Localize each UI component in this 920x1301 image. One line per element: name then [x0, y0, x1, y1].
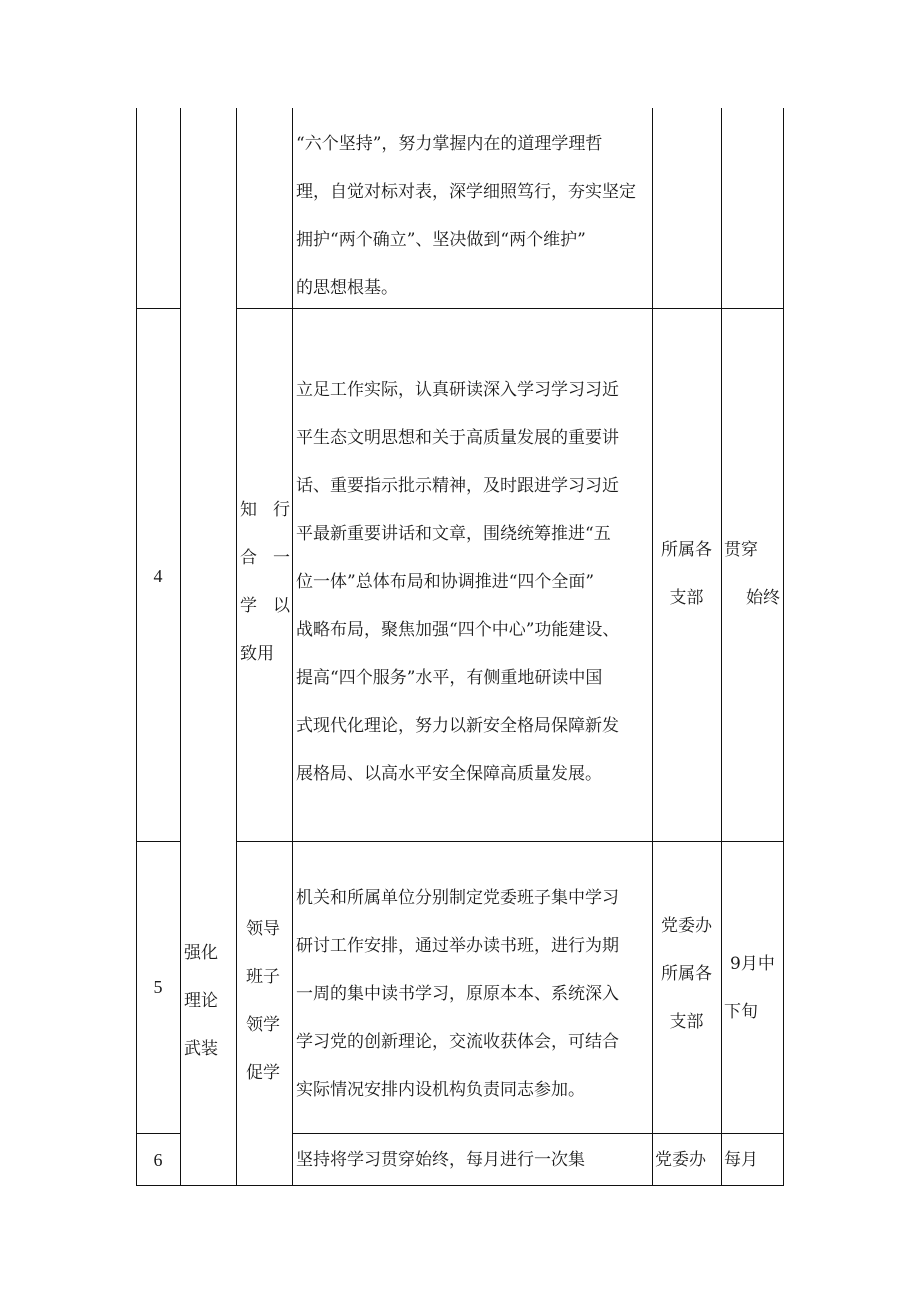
content-line: 立足工作实际，认真研读深入学习学习习近 [296, 380, 619, 400]
responsible-line: 党委办 [655, 1150, 706, 1170]
content-line: 坚持将学习贯穿始终，每月进行一次集 [296, 1150, 585, 1170]
subtopic-char: 致用 [240, 644, 274, 664]
row-divider [292, 1133, 784, 1134]
topic-line: 武装 [184, 1039, 218, 1059]
subtopic-line [240, 486, 290, 534]
topic-line: 强化 [184, 943, 218, 963]
row-divider [136, 841, 180, 842]
content-line: “六个坚持”，努力掌握内在的道理学理哲 [296, 134, 603, 154]
table-border-bottom [136, 1185, 784, 1186]
row-number: 5 [153, 977, 163, 997]
row-divider [136, 1133, 180, 1134]
content-line: 学习党的创新理论，交流收获体会，可结合 [296, 1032, 619, 1052]
table-column-divider [180, 108, 181, 1186]
content-line: 理，自觉对标对表，深学细照笃行，夯实坚定 [296, 182, 636, 202]
content-line: 的思想根基。 [296, 278, 398, 298]
subtopic-char: 合 [240, 548, 257, 568]
responsible-line: 所属各 [661, 540, 712, 560]
subtopic-char: 行 [273, 500, 290, 520]
row-number: 6 [153, 1150, 163, 1170]
content-line: 拥护“两个确立”、坚决做到“两个维护” [296, 230, 586, 250]
responsible-line: 所属各 [661, 964, 712, 984]
time-line: 每月 [724, 1150, 758, 1170]
table-column-divider [236, 108, 237, 1186]
subtopic-line: 领学 [246, 1015, 280, 1035]
responsible-line: 党委办 [661, 916, 712, 936]
subtopic-line: 班子 [246, 967, 280, 987]
subtopic-line: 领导 [246, 919, 280, 939]
row-divider [236, 841, 784, 842]
subtopic-line [240, 630, 290, 678]
table-border-left [136, 108, 137, 1186]
content-line: 研讨工作安排，通过举办读书班，进行为期 [296, 936, 619, 956]
content-line: 式现代化理论，努力以新安全格局保障新发 [296, 716, 619, 736]
subtopic-char: 以 [273, 596, 290, 616]
time-line: 下旬 [724, 1002, 758, 1022]
content-line: 展格局、以高水平安全保障高质量发展。 [296, 764, 602, 784]
subtopic-line [240, 582, 290, 630]
subtopic-char: 一 [273, 548, 290, 568]
content-line: 机关和所属单位分别制定党委班子集中学习 [296, 888, 619, 908]
subtopic-char: 学 [240, 596, 257, 616]
table-border-right [783, 108, 784, 1186]
subtopic-line [240, 534, 290, 582]
content-line: 平最新重要讲话和文章，围绕统筹推进“五 [296, 524, 611, 544]
row-divider [136, 308, 180, 309]
content-line: 话、重要指示批示精神，及时跟进学习习近 [296, 476, 619, 496]
topic-line: 理论 [184, 991, 218, 1011]
content-line: 平生态文明思想和关于高质量发展的重要讲 [296, 428, 619, 448]
content-line: 一周的集中读书学习，原原本本、系统深入 [296, 984, 619, 1004]
subtopic-char: 知 [240, 500, 257, 520]
subtopic-line: 促学 [246, 1063, 280, 1083]
table-column-divider [721, 108, 722, 1186]
time-line: 始终 [746, 588, 780, 608]
responsible-line: 支部 [669, 1012, 704, 1032]
time-line: 贯穿 [724, 540, 758, 560]
row-number: 4 [153, 566, 163, 586]
content-line: 实际情况安排内设机构负责同志参加。 [296, 1080, 585, 1100]
content-line: 提高“四个服务”水平，有侧重地研读中国 [296, 668, 603, 688]
content-line: 位一体”总体布局和协调推进“四个全面” [296, 572, 595, 592]
time-line: 9月中 [730, 954, 775, 974]
responsible-line: 支部 [669, 588, 704, 608]
content-line: 战略布局，聚焦加强“四个中心”功能建设、 [296, 620, 620, 640]
table-column-divider [292, 108, 293, 1186]
